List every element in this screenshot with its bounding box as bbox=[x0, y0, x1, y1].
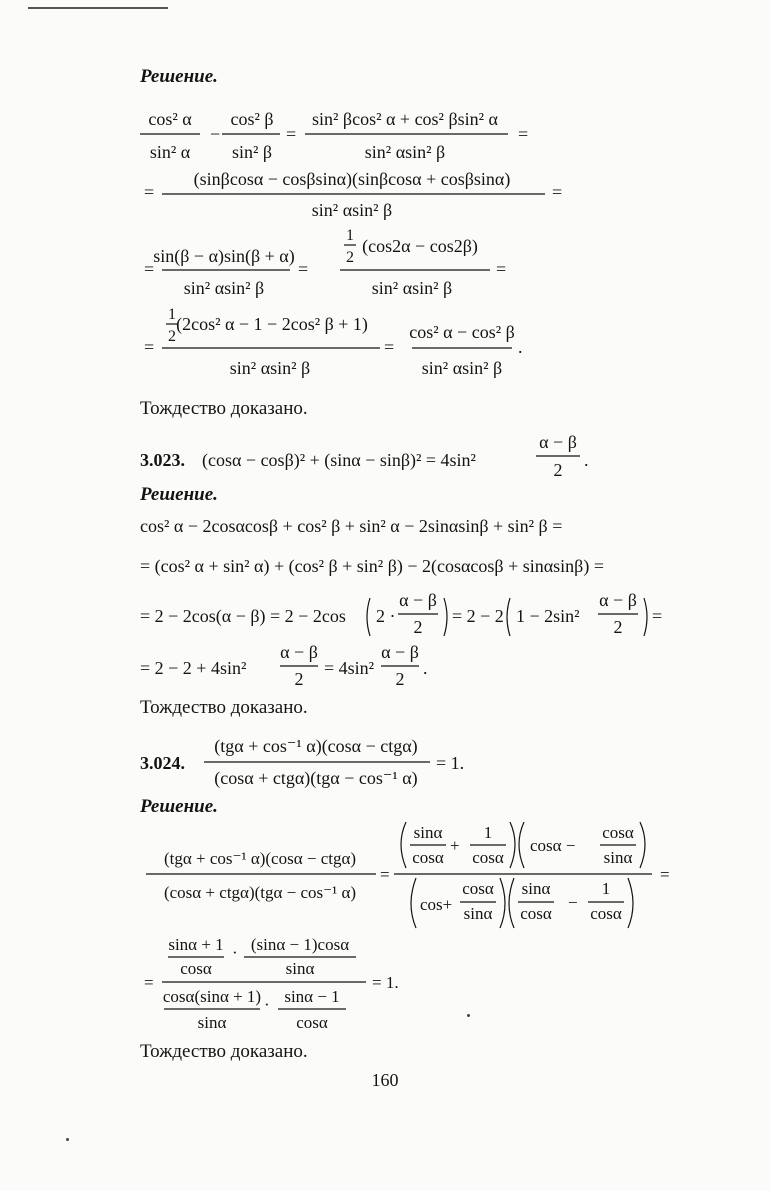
frac-den: 2 bbox=[413, 617, 423, 637]
operator: = bbox=[286, 124, 297, 144]
top-rule bbox=[28, 7, 168, 9]
frac-num: (2cos² α − 1 − 2cos² β + 1) bbox=[176, 314, 368, 334]
solution-label: Решение. bbox=[140, 484, 218, 505]
frac-num: sinα bbox=[521, 879, 551, 898]
half-den: 2 bbox=[346, 249, 354, 266]
frac-num: 1 bbox=[483, 823, 493, 842]
operator: − bbox=[210, 124, 221, 144]
frac-num: (tgα + cos⁻¹ α)(cosα − ctgα) bbox=[214, 736, 418, 756]
frac-num: α − β bbox=[381, 642, 419, 662]
frac-den: cosα bbox=[412, 848, 444, 867]
frac-den: sin² αsin² β bbox=[229, 358, 311, 378]
frac-num: (cos2α − cos2β) bbox=[362, 236, 478, 256]
operator: − bbox=[568, 893, 578, 912]
formula-line: = 2 − 2 + 4sin² bbox=[140, 658, 247, 678]
frac-den: 2 bbox=[553, 460, 563, 480]
frac-den: sin² αsin² β bbox=[311, 200, 393, 220]
operator: = bbox=[298, 259, 309, 279]
operator: + bbox=[450, 836, 460, 855]
problem-number: 3.024. bbox=[140, 753, 185, 773]
half-den: 2 bbox=[168, 328, 176, 345]
frac-den: cosα bbox=[590, 904, 622, 923]
frac-den: sin² β bbox=[231, 142, 273, 162]
half-num: 1 bbox=[346, 227, 354, 244]
frac-num: α − β bbox=[599, 590, 637, 610]
operator: . bbox=[423, 658, 428, 678]
frac-den: cosα bbox=[520, 904, 552, 923]
frac-num: α − β bbox=[399, 590, 437, 610]
speck bbox=[467, 1014, 470, 1017]
half-num: 1 bbox=[168, 306, 176, 323]
problem-3-024 bbox=[140, 728, 700, 798]
frac-num: sin(β − α)sin(β + α) bbox=[153, 246, 295, 266]
frac-num: cos² β bbox=[230, 109, 274, 129]
solution-3-022-formulas bbox=[140, 100, 700, 400]
frac-den: sin² αsin² β bbox=[421, 358, 503, 378]
operator: = bbox=[660, 865, 670, 884]
formula-line: cos² α − 2cosαcosβ + cos² β + sin² α − 2sinαsinβ + sin² β = bbox=[140, 516, 563, 536]
frac-den: (cosα + ctgα)(tgα − cos⁻¹ α) bbox=[214, 768, 418, 788]
frac-den: sin² α bbox=[149, 142, 191, 162]
operator: = bbox=[496, 259, 507, 279]
problem-statement: (cosα − cosβ)² + (sinα − sinβ)² = 4sin² bbox=[202, 450, 476, 470]
frac-num: cos² α − cos² β bbox=[409, 322, 515, 342]
frac-den: sinα bbox=[463, 904, 493, 923]
frac-num: cosα(sinα + 1) bbox=[162, 987, 262, 1006]
operator: = bbox=[144, 973, 154, 992]
operator: = bbox=[144, 182, 155, 202]
page-number: 160 bbox=[371, 1070, 399, 1090]
operator: = 1. bbox=[436, 753, 465, 773]
formula-text: cos+ bbox=[420, 895, 453, 914]
frac-den: 2 bbox=[395, 669, 405, 689]
formula-line: = (cos² α + sin² α) + (cos² β + sin² β) − 2(cosαcosβ + sinαsinβ) = bbox=[140, 556, 604, 576]
frac-den: cosα bbox=[472, 848, 504, 867]
operator: · bbox=[232, 943, 238, 962]
formula-text: = 2 − 2 bbox=[452, 606, 504, 626]
proof-done-text: Тождество доказано. bbox=[140, 697, 308, 718]
frac-num: cosα bbox=[602, 823, 634, 842]
operator: = bbox=[144, 259, 155, 279]
formula-text: 1 − 2sin² bbox=[516, 606, 580, 626]
operator: = bbox=[552, 182, 563, 202]
frac-den: sinα bbox=[197, 1013, 227, 1032]
formula-text: 2 · bbox=[376, 606, 396, 626]
operator: = bbox=[652, 606, 663, 626]
frac-num: cosα bbox=[462, 879, 494, 898]
frac-num: (sinα − 1)cosα bbox=[250, 935, 350, 954]
solution-3-023-formulas bbox=[140, 510, 700, 690]
speck bbox=[66, 1138, 69, 1141]
frac-num: (sinβcosα − cosβsinα)(sinβcosα + cosβsinα) bbox=[193, 169, 511, 189]
frac-num: (tgα + cos⁻¹ α)(cosα − ctgα) bbox=[163, 849, 357, 868]
formula-text: = 4sin² bbox=[324, 658, 375, 678]
operator: · bbox=[264, 995, 270, 1014]
frac-den: sin² αsin² β bbox=[364, 142, 446, 162]
solution-label: Решение. bbox=[140, 796, 218, 817]
proof-done-text: Тождество доказано. bbox=[140, 1041, 308, 1062]
solution-3-024-formulas bbox=[140, 818, 700, 1038]
operator: = bbox=[144, 337, 155, 357]
frac-num: α − β bbox=[539, 432, 577, 452]
formula-text: cosα − bbox=[530, 836, 576, 855]
frac-den: sinα bbox=[285, 959, 315, 978]
frac-den: 2 bbox=[613, 617, 623, 637]
frac-den: (cosα + ctgα)(tgα − cos⁻¹ α) bbox=[163, 883, 357, 902]
frac-den: sin² αsin² β bbox=[371, 278, 453, 298]
operator: = bbox=[380, 865, 390, 884]
frac-num: 1 bbox=[601, 879, 611, 898]
frac-num: sin² βcos² α + cos² βsin² α bbox=[312, 109, 498, 129]
result: = 1. bbox=[372, 973, 399, 992]
frac-den: sinα bbox=[603, 848, 633, 867]
frac-num: sinα + 1 bbox=[168, 935, 224, 954]
frac-den: 2 bbox=[294, 669, 304, 689]
solution-label: Решение. bbox=[140, 66, 218, 87]
operator: = bbox=[518, 124, 529, 144]
operator: = bbox=[384, 337, 395, 357]
frac-num: cos² α bbox=[148, 109, 192, 129]
formula-line: = 2 − 2cos(α − β) = 2 − 2cos bbox=[140, 606, 346, 626]
frac-num: sinα − 1 bbox=[284, 987, 340, 1006]
problem-3-023 bbox=[140, 430, 700, 486]
operator: . bbox=[518, 337, 523, 357]
operator: . bbox=[584, 450, 589, 470]
proof-done-text: Тождество доказано. bbox=[140, 398, 308, 419]
problem-number: 3.023. bbox=[140, 450, 185, 470]
frac-den: sin² αsin² β bbox=[183, 278, 265, 298]
frac-num: sinα bbox=[413, 823, 443, 842]
frac-den: cosα bbox=[296, 1013, 328, 1032]
frac-den: cosα bbox=[180, 959, 212, 978]
frac-num: α − β bbox=[280, 642, 318, 662]
